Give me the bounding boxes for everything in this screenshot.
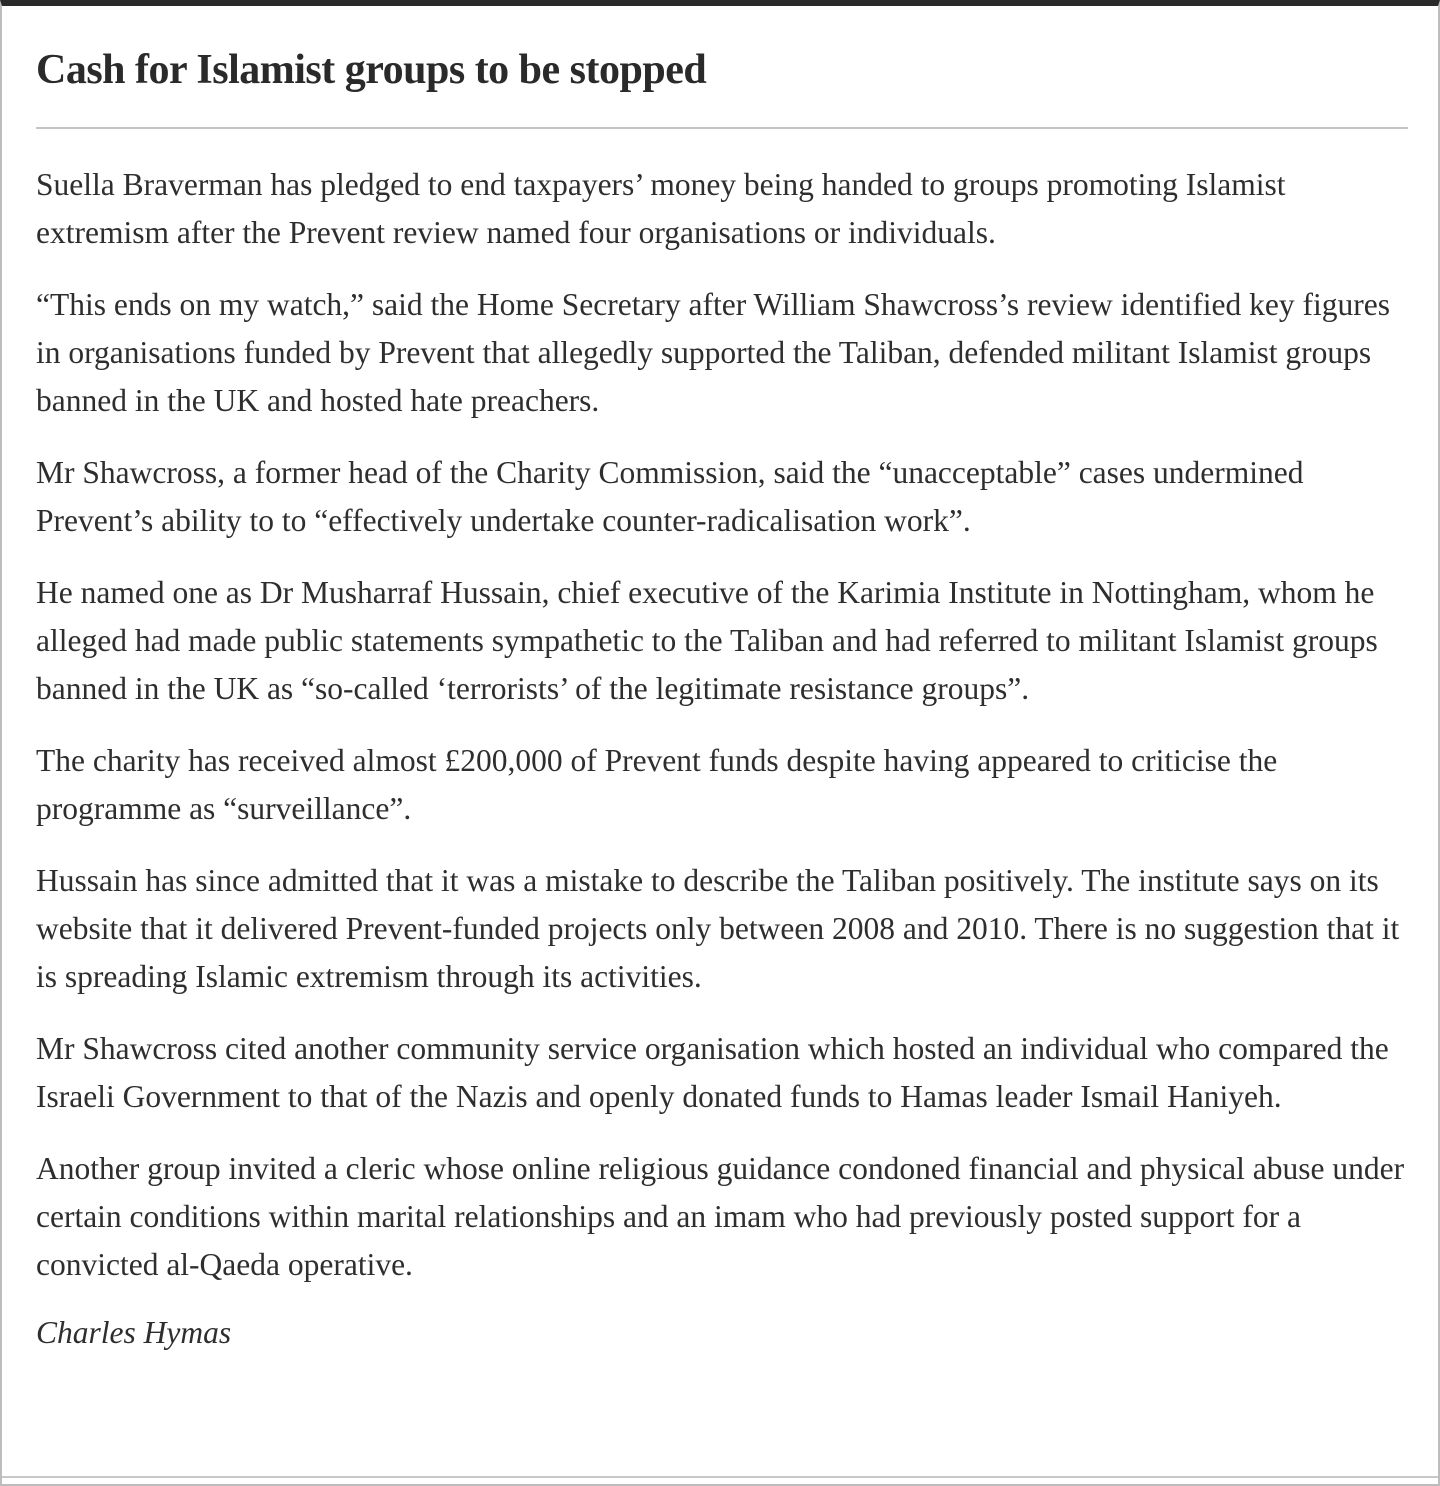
article-headline: Cash for Islamist groups to be stopped [36, 47, 707, 93]
article-paragraph: “This ends on my watch,” said the Home Secretary after William Shawcross’s review identified key figures in organisations funded by Prevent that allegedly supported the Taliban, defended militant Islamist groups banned in the UK and hosted hate preachers. [36, 287, 1390, 418]
article-paragraph: Suella Braverman has pledged to end taxpayers’ money being handed to groups promoting Islamist extremism after the Prevent review named four organisations or individuals. [36, 167, 1286, 250]
article-paragraph: The charity has received almost £200,000 of Prevent funds despite having appeared to criticise the programme as “surveillance”. [36, 743, 1278, 826]
article-body [36, 161, 1410, 1381]
article-paragraph: He named one as Dr Musharraf Hussain, chief executive of the Karimia Institute in Nottingham, whom he alleged had made public statements sympathetic to the Taliban and had referred to militant Islamist groups banned in the UK as “so-called ‘terrorists’ of the legitimate resistance groups”. [36, 575, 1378, 706]
bottom-divider [2, 1476, 1438, 1478]
article-byline: Charles Hymas [36, 1315, 232, 1350]
article-paragraph: Mr Shawcross, a former head of the Charity Commission, said the “unacceptable” cases undermined Prevent’s ability to to “effectively undertake counter-radicalisation work”. [36, 455, 1304, 538]
article-paragraph: Hussain has since admitted that it was a mistake to describe the Taliban positively. The institute says on its website that it delivered Prevent-funded projects only between 2008 and 2010. There is no suggestion that it is spreading Islamic extremism through its activities. [36, 863, 1400, 994]
headline-divider [36, 127, 1408, 129]
article-paragraph: Another group invited a cleric whose online religious guidance condoned financial and physical abuse under certain conditions within marital relationships and an imam who had previously posted support for a convicted al-Qaeda operative. [36, 1151, 1405, 1282]
article-paragraph: Mr Shawcross cited another community service organisation which hosted an individual who compared the Israeli Government to that of the Nazis and openly donated funds to Hamas leader Ismail Haniyeh. [36, 1031, 1389, 1114]
